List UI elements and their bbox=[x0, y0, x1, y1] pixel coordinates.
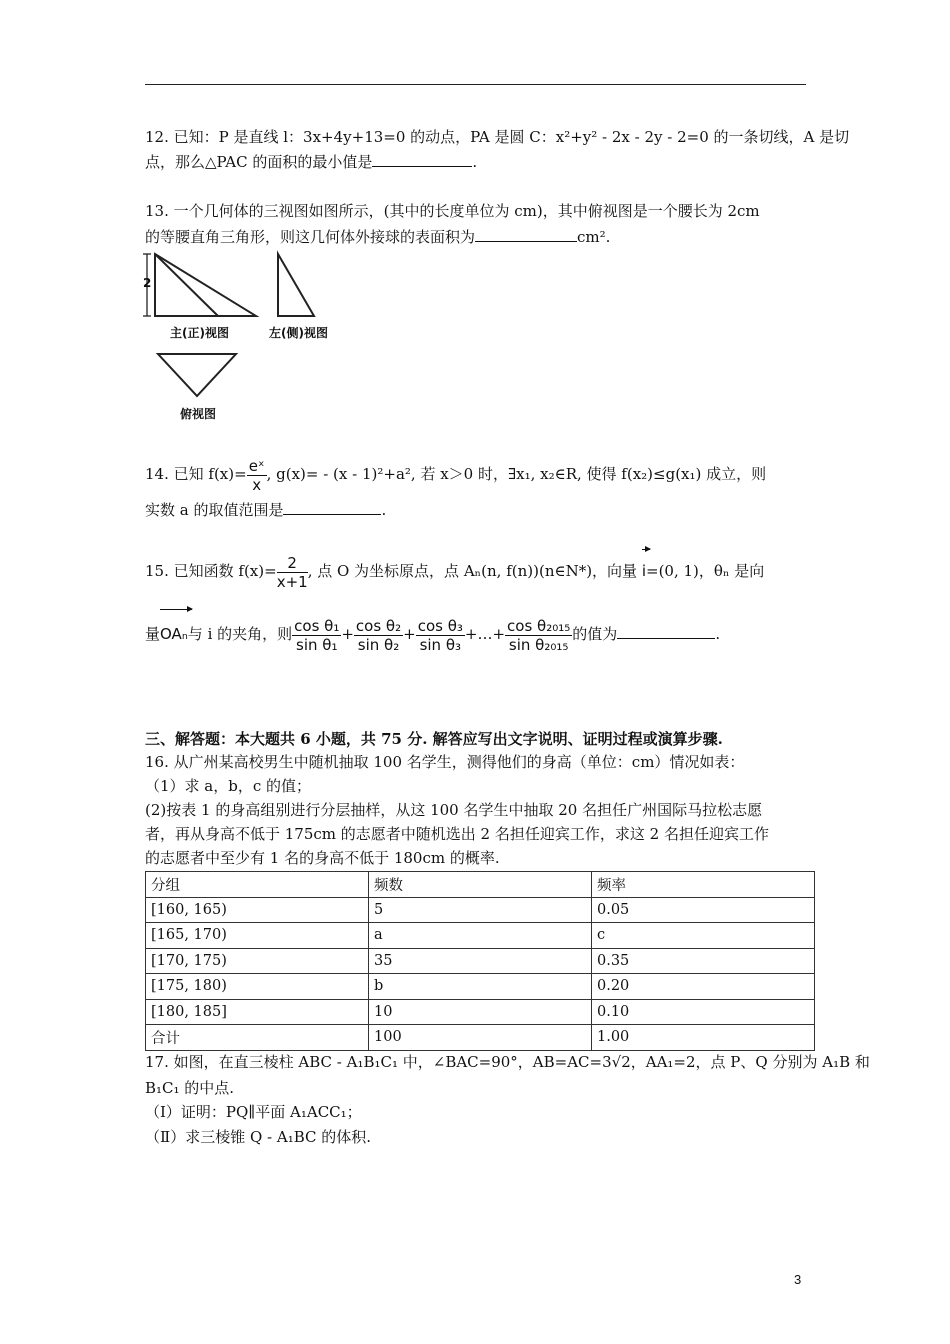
table-cell: 合计 bbox=[146, 1025, 369, 1051]
table-row bbox=[146, 897, 815, 923]
table-row bbox=[146, 948, 815, 974]
table-cell: 0.20 bbox=[592, 974, 815, 1000]
top-view-label: 俯视图 bbox=[180, 407, 217, 421]
section-heading: 三、解答题：本大题共 6 小题，共 75 分. 解答应写出文字说明、证明过程或演算步骤. bbox=[145, 730, 723, 748]
q16-line1: 16. 从广州某高校男生中随机抽取 100 名学生，测得他们的身高（单位：cm）情况如表： bbox=[145, 753, 745, 771]
q12-line1: 12. 已知：P 是直线 l：3x+4y+13=0 的动点，PA 是圆 C：x²+y² - 2x - 2y - 2=0 的一条切线，A 是切 bbox=[145, 128, 850, 146]
q16-line4: 者，再从身高不低于 175cm 的志愿者中随机选出 2 名担任迎宾工作，求这 2 名担任迎宾工作 bbox=[145, 825, 769, 843]
fraction-e-over-x: $\frac{\text{eˣ}}{x}$ bbox=[248, 456, 265, 494]
front-view-label: 主(正)视图 bbox=[170, 326, 229, 340]
table-cell: [175, 180) bbox=[146, 974, 369, 1000]
table-cell: 35 bbox=[369, 948, 592, 974]
height-frequency-table bbox=[145, 871, 815, 1051]
q17-line4: （Ⅱ）求三棱锥 Q - A₁BC 的体积. bbox=[145, 1128, 372, 1146]
table-cell: 1.00 bbox=[592, 1025, 815, 1051]
table-row bbox=[146, 974, 815, 1000]
table-cell: [160, 165) bbox=[146, 897, 369, 923]
table-header-row bbox=[146, 872, 815, 898]
answer-blank bbox=[283, 500, 381, 515]
table-cell: [170, 175) bbox=[146, 948, 369, 974]
q16-line5: 的志愿者中至少有 1 名的身高不低于 180cm 的概率. bbox=[145, 849, 500, 867]
q17-line2: B₁C₁ 的中点. bbox=[145, 1079, 235, 1097]
q17-line1: 17. 如图，在直三棱柱 ABC - A₁B₁C₁ 中，∠BAC=90°，AB=AC=3√2，AA₁=2，点 P、Q 分别为 A₁B 和 bbox=[145, 1053, 870, 1071]
q14-line2: 实数 a 的取值范围是 . bbox=[145, 501, 387, 519]
fraction-2-over-x1: $\frac{2}{x+1}$ bbox=[276, 553, 308, 591]
vector-oan: OAₙ bbox=[160, 611, 188, 657]
dimension-label: 2 bbox=[143, 276, 152, 290]
table-cell: 0.05 bbox=[592, 897, 815, 923]
answer-blank bbox=[372, 152, 472, 167]
vector-i: i bbox=[642, 551, 646, 591]
front-view bbox=[143, 254, 256, 316]
table-total-row bbox=[146, 1025, 815, 1051]
table-header-cell: 分组 bbox=[146, 872, 369, 898]
table-cell: 0.10 bbox=[592, 999, 815, 1025]
side-view bbox=[278, 254, 314, 316]
term-3: $\frac{\text{cos θ₃}}{\text{sin θ₃}}$ bbox=[417, 616, 463, 654]
table-cell: [180, 185] bbox=[146, 999, 369, 1025]
term-2015: $\frac{\text{cos θ₂₀₁₅}}{\text{sin θ₂₀₁₅}}$ bbox=[507, 616, 571, 654]
term-2: $\frac{\text{cos θ₂}}{\text{sin θ₂}}$ bbox=[355, 616, 402, 654]
page-number: 3 bbox=[794, 1272, 802, 1287]
q16-line2: （1）求 a，b，c 的值； bbox=[145, 777, 312, 795]
table-cell: c bbox=[592, 923, 815, 949]
answer-blank bbox=[475, 227, 577, 242]
q15-line2: 量OAₙ与 i 的夹角，则 $\frac{\text{cos θ₁}}{\text{sin θ₁}}$ + $\frac{\text{cos θ₂}}{\text{sin θ₂}}$ + $\frac{\text{cos θ₃}}{\text{sin θ₃}}$ +…+ $\frac{\text{cos θ₂₀₁₅}}{\text{sin θ₂₀₁₅}}$ 的值为 . bbox=[145, 611, 720, 657]
table-row bbox=[146, 923, 815, 949]
table-cell: 5 bbox=[369, 897, 592, 923]
answer-blank bbox=[617, 624, 715, 639]
table-header-cell: 频率 bbox=[592, 872, 815, 898]
q13-line1: 13. 一个几何体的三视图如图所示，(其中的长度单位为 cm)，其中俯视图是一个腰长为 2cm bbox=[145, 202, 760, 220]
table-header-cell: 频数 bbox=[369, 872, 592, 898]
table-cell: 0.35 bbox=[592, 948, 815, 974]
side-view-label: 左(侧)视图 bbox=[269, 326, 328, 340]
q13-line2: 的等腰直角三角形，则这几何体外接球的表面积为 cm². bbox=[145, 228, 611, 246]
table-cell: b bbox=[369, 974, 592, 1000]
table-cell: 10 bbox=[369, 999, 592, 1025]
table-row bbox=[146, 999, 815, 1025]
q16-line3: (2)按表 1 的身高组别进行分层抽样，从这 100 名学生中抽取 20 名担任广州国际马拉松志愿 bbox=[145, 801, 763, 819]
top-view bbox=[158, 354, 236, 396]
term-1: $\frac{\text{cos θ₁}}{\text{sin θ₁}}$ bbox=[294, 616, 340, 654]
q12-line2: 点，那么△PAC 的面积的最小值是 . bbox=[145, 153, 478, 171]
q15-line1: 15. 已知函数 f(x)= $\frac{2}{x+1}$ , 点 O 为坐标原点，点 Aₙ(n, f(n))(n∈N*)，向量 i=(0, 1)，θₙ 是向 bbox=[145, 551, 764, 591]
header-rule bbox=[145, 84, 806, 85]
q17-line3: （Ⅰ）证明：PQ∥平面 A₁ACC₁； bbox=[145, 1103, 362, 1121]
q14-line1: 14. 已知 f(x)= $\frac{\text{eˣ}}{x}$ , g(x)= - (x - 1)²+a², 若 x＞0 时，∃x₁, x₂∈R, 使得 f(x₂)≤g(x₁) 成立，则 bbox=[145, 456, 767, 494]
table-cell: 100 bbox=[369, 1025, 592, 1051]
table-cell: [165, 170) bbox=[146, 923, 369, 949]
table-cell: a bbox=[369, 923, 592, 949]
